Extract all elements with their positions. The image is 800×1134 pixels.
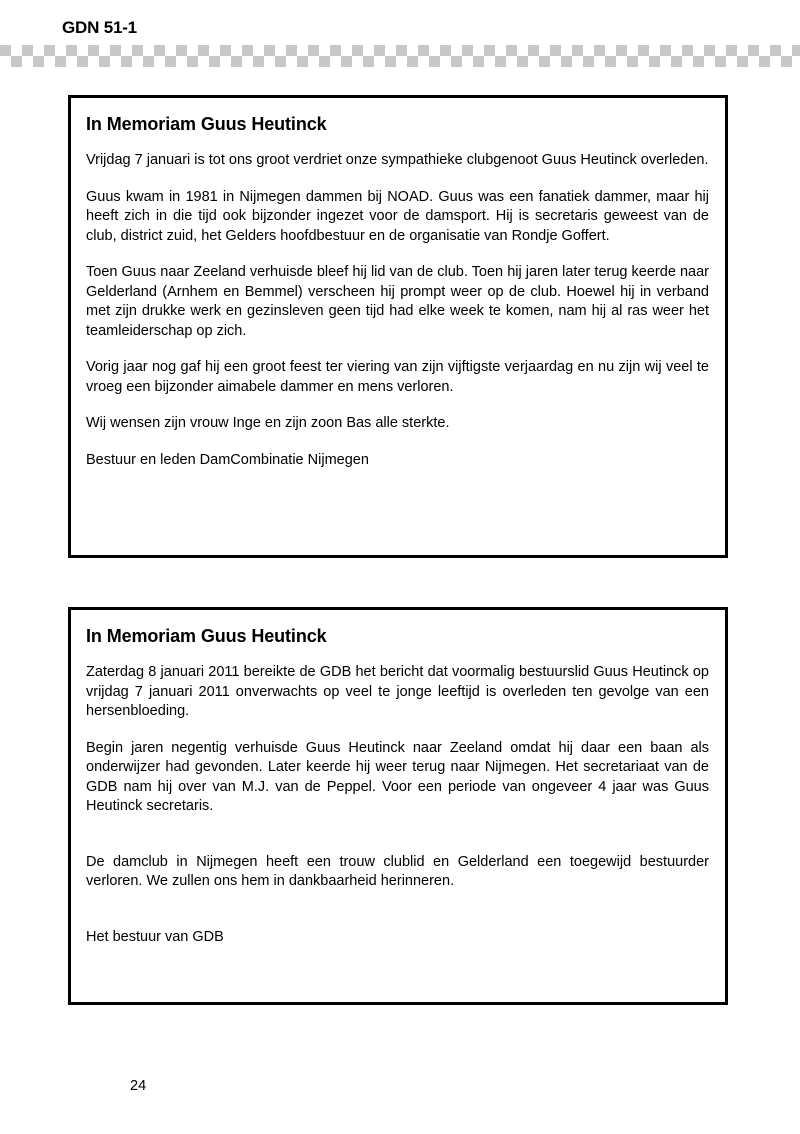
checkerboard-row-top <box>0 45 800 56</box>
paragraph-signature: Bestuur en leden DamCombinatie Nijmegen <box>86 451 369 468</box>
memoriam-box-2 <box>68 607 728 1005</box>
paragraph: Guus kwam in 1981 in Nijmegen dammen bij NOAD. Guus was een fanatiek dammer, maar hij heeft zich in die tijd ook bijzonder ingezet voor de damsport. Hij is secretaris geweest van de club, district zuid, het Gelders hoofdbestuur en de organisatie van Rondje Goffert. <box>86 188 709 244</box>
paragraph-signature: Het bestuur van GDB <box>86 928 224 945</box>
paragraph: Vrijdag 7 januari is tot ons groot verdriet onze sympathieke clubgenoot Guus Heutinck overleden. <box>86 152 709 168</box>
page-header-title: GDN 51-1 <box>62 18 137 37</box>
memoriam-box-1-title: In Memoriam Guus Heutinck <box>86 114 327 134</box>
memoriam-box-2-title: In Memoriam Guus Heutinck <box>86 626 327 646</box>
paragraph: De damclub in Nijmegen heeft een trouw clublid en Gelderland een toegewijd bestuurder verloren. We zullen ons hem in dankbaarheid herinneren. <box>86 853 709 889</box>
memoriam-box-1 <box>68 95 728 558</box>
page-number: 24 <box>130 1078 147 1094</box>
paragraph: Zaterdag 8 januari 2011 bereikte de GDB het bericht dat voormalig bestuurslid Guus Heutinck op vrijdag 7 januari 2011 onverwachts op veel te jonge leeftijd is overleden ten gevolge van een hersenbloeding. <box>86 664 709 719</box>
memoriam-box-1-body <box>85 151 711 470</box>
paragraph: Toen Guus naar Zeeland verhuisde bleef hij lid van de club. Toen hij jaren later terug keerde naar Gelderland (Arnhem en Bemmel) verscheen hij prompt weer op de club. Hoewel hij in verband met zijn drukke werk en gezinsleven geen tijd had elke week te komen, nam hij al ras weer het teamleiderschap op zich. <box>86 264 709 339</box>
paragraph: Begin jaren negentig verhuisde Guus Heutinck naar Zeeland omdat hij daar een baan als onderwijzer had gevonden. Later keerde hij weer terug naar Nijmegen. Het secretariaat van de GDB nam hij over van M.J. van de Peppel. Voor een periode van ongeveer 4 jaar was Guus Heutinck secretaris. <box>86 739 709 814</box>
memoriam-box-2-body <box>85 663 711 947</box>
checkerboard-row-bottom <box>0 56 800 67</box>
paragraph: Wij wensen zijn vrouw Inge en zijn zoon Bas alle sterkte. <box>86 415 450 431</box>
checkerboard-rule <box>0 45 800 67</box>
paragraph: Vorig jaar nog gaf hij een groot feest ter viering van zijn vijftigste verjaardag en nu zijn wij veel te vroeg een bijzonder aimabele dammer en mens verloren. <box>86 359 709 395</box>
